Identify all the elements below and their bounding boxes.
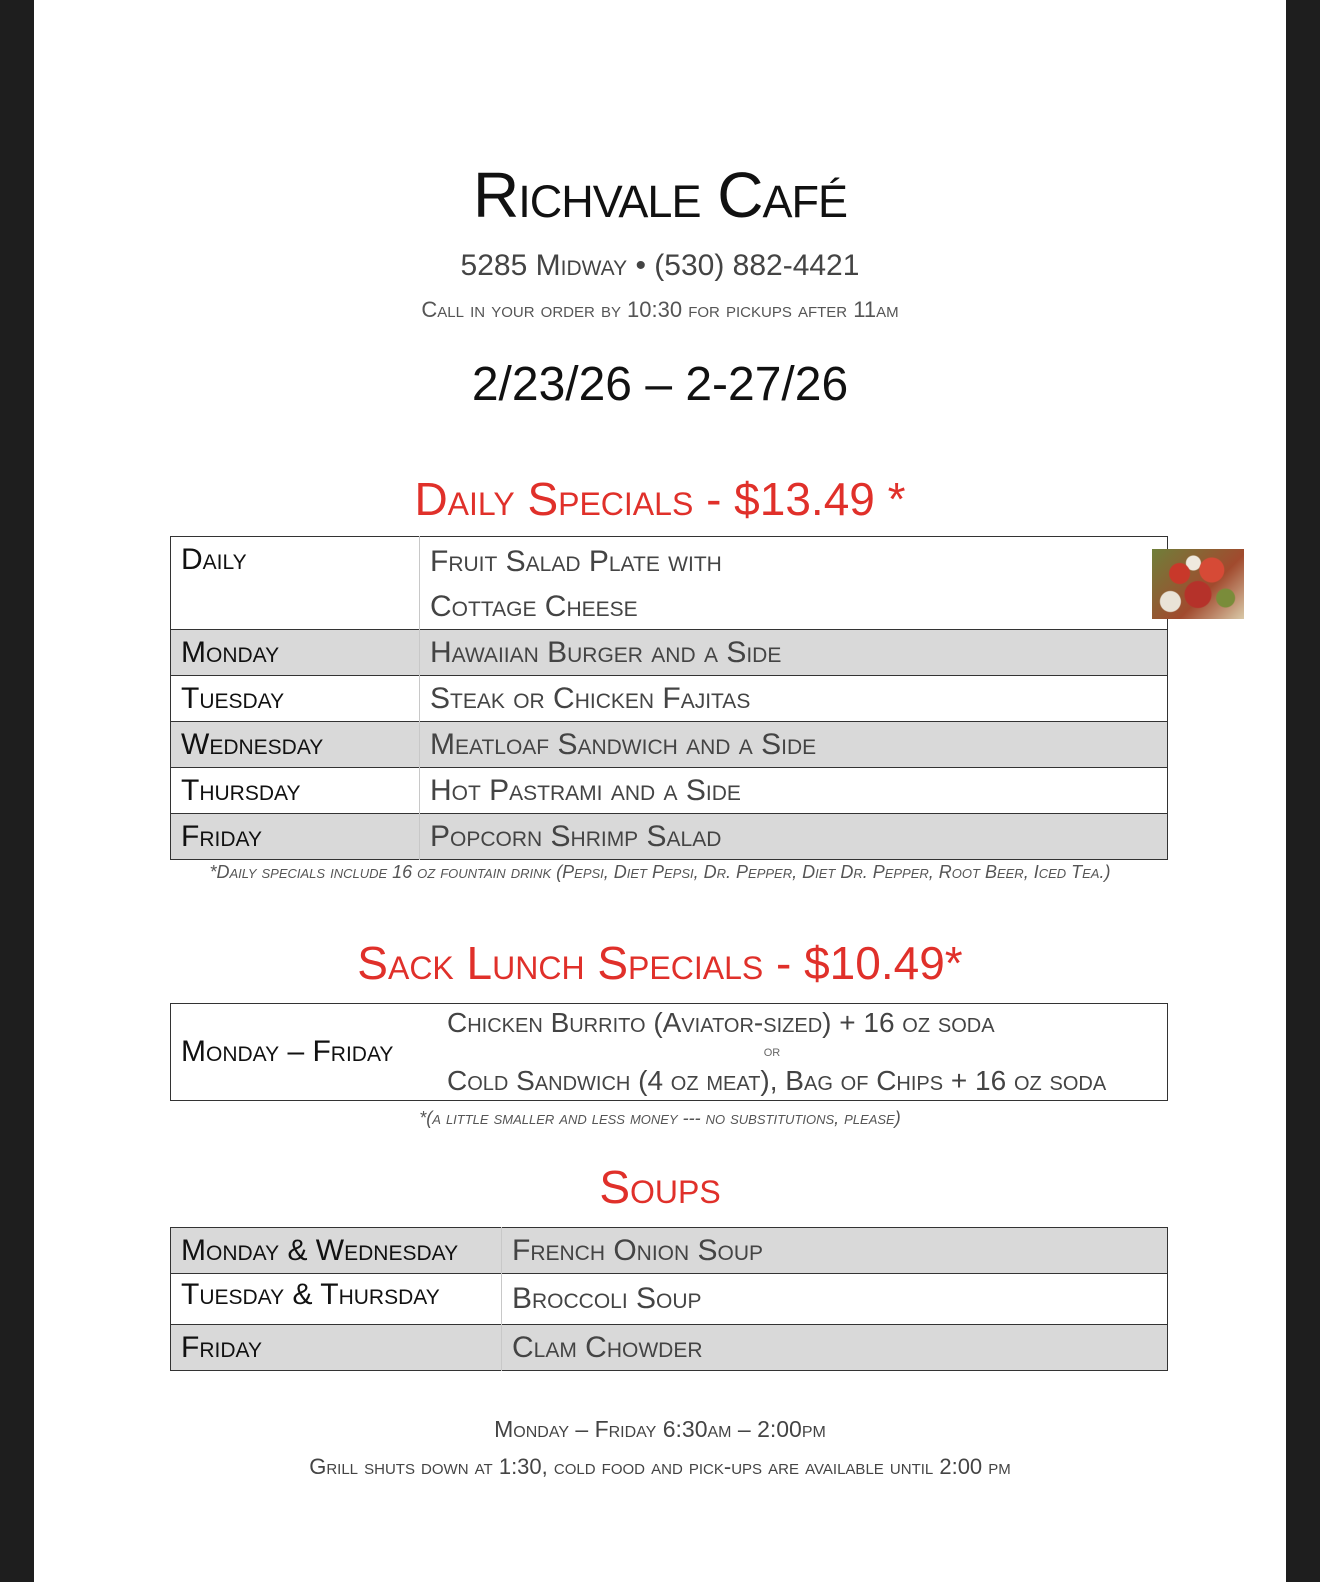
daily-specials-note: *Daily specials include 16 oz fountain drink (Pepsi, Diet Pepsi, Dr. Pepper, Diet Dr. Pepper, Root Beer, Iced Tea.) (209, 862, 1111, 882)
day-label: Friday (171, 1325, 502, 1371)
sack-lunch-title: Sack Lunch Specials - $10.49* (357, 937, 963, 989)
table-row (171, 1228, 1168, 1274)
table-row (171, 1325, 1168, 1371)
table-row (171, 722, 1168, 768)
table-row (171, 537, 1168, 630)
dish-label: Cottage Cheese (430, 590, 638, 623)
address-phone: 5285 Midway • (530) 882-4421 (460, 249, 860, 282)
or-divider: or (763, 1043, 781, 1060)
dish-label: Steak or Chicken Fajitas (420, 676, 1168, 722)
menu-dates: 2/23/26 – 2-27/26 (471, 358, 849, 411)
day-label: Tuesday (171, 676, 420, 722)
dish-cell (420, 537, 1168, 630)
table-row (171, 676, 1168, 722)
soup-label: French Onion Soup (502, 1228, 1168, 1274)
soup-label: Broccoli Soup (502, 1274, 1168, 1325)
soup-label: Clam Chowder (502, 1325, 1168, 1371)
sack-option-1: Chicken Burrito (Aviator-sized) + 16 oz soda (447, 1007, 995, 1038)
soups-table (170, 1227, 1168, 1371)
dish-label: Meatloaf Sandwich and a Side (420, 722, 1168, 768)
grill-note: Grill shuts down at 1:30, cold food and pick-ups are available until 2:00 pm (309, 1454, 1011, 1479)
day-label: Monday (171, 630, 420, 676)
daily-specials-title: Daily Specials - $13.49 * (414, 473, 906, 525)
day-label: Monday – Friday (181, 1035, 394, 1068)
dish-cell (427, 1004, 1168, 1101)
menu-page (34, 0, 1286, 1582)
fruit-salad-photo (1152, 549, 1244, 619)
day-label: Wednesday (171, 722, 420, 768)
dish-label: Hawaiian Burger and a Side (420, 630, 1168, 676)
daily-specials-table (170, 536, 1168, 860)
day-label: Tuesday & Thursday (171, 1274, 502, 1325)
table-row (171, 768, 1168, 814)
table-row (171, 1274, 1168, 1325)
day-label: Daily (171, 537, 420, 630)
day-label: Friday (171, 814, 420, 860)
dish-label: Popcorn Shrimp Salad (420, 814, 1168, 860)
sack-lunch-table (170, 1003, 1168, 1101)
sack-option-2: Cold Sandwich (4 oz meat), Bag of Chips + 16 oz soda (447, 1065, 1107, 1096)
dish-label: Hot Pastrami and a Side (420, 768, 1168, 814)
table-row (171, 814, 1168, 860)
sack-lunch-note: *(a little smaller and less money --- no substitutions, please) (419, 1108, 901, 1128)
call-in-note: Call in your order by 10:30 for pickups after 11am (421, 297, 899, 322)
soups-title: Soups (599, 1161, 721, 1213)
table-row (171, 630, 1168, 676)
hours-line: Monday – Friday 6:30am – 2:00pm (494, 1416, 826, 1442)
dish-label: Fruit Salad Plate with (430, 545, 722, 578)
day-label: Thursday (171, 768, 420, 814)
cafe-title: Richvale Café (473, 159, 847, 231)
table-row (171, 1004, 1168, 1101)
day-label: Monday & Wednesday (171, 1228, 502, 1274)
